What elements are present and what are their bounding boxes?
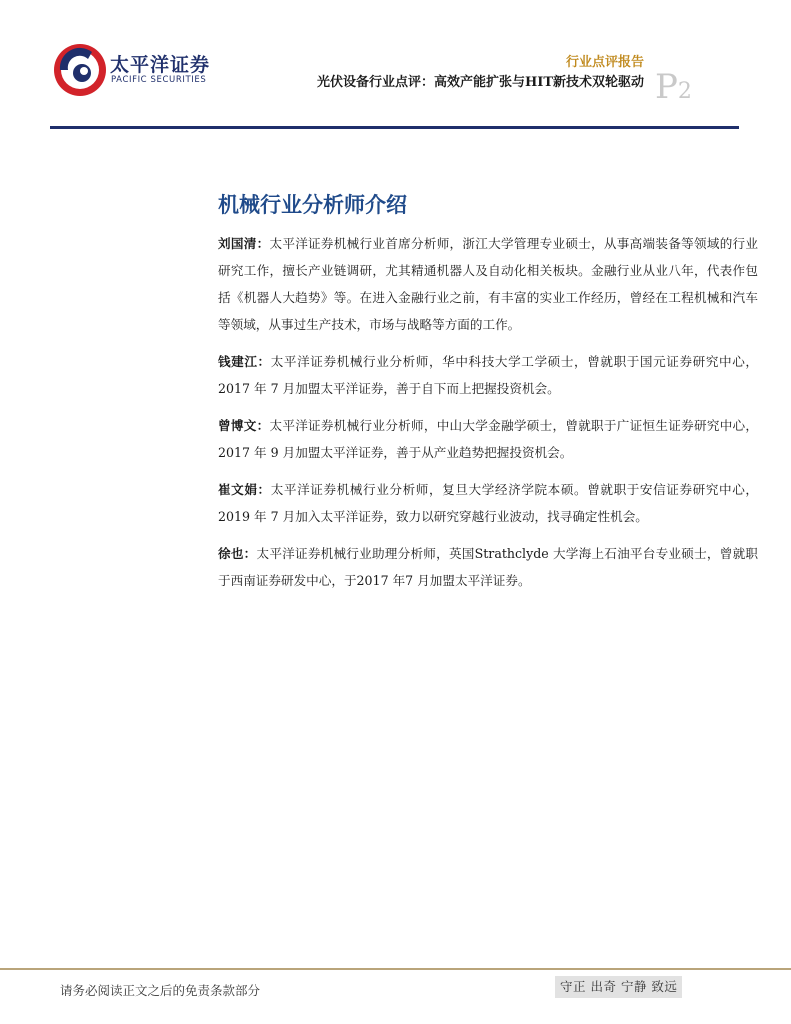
analyst-bio-text: 太平洋证券机械行业助理分析师，英国Strathclyde 大学海上石油平台专业硕士，曾就职于西南证券研发中心，于2017 年7 月加盟太平洋证券。 [218,546,759,588]
report-type-label: 行业点评报告 [565,55,644,70]
company-logo [52,42,222,98]
analyst-name: 崔文娟： [218,482,271,497]
analyst-name: 曾博文： [218,418,270,433]
analyst-bio-text: 太平洋证券机械行业分析师，复旦大学经济学院本硕。曾就职于安信证券研究中心，2019 年 7 月加入太平洋证券，致力以研究穿越行业波动，找寻确定性机会。 [218,482,759,524]
footer-disclaimer: 请务必阅读正文之后的免责条款部分 [60,983,261,998]
logo-name-cn: 太平洋证券 [110,54,211,76]
analyst-name: 徐也： [218,546,257,561]
analyst-bio [218,476,758,530]
analyst-bio [218,230,758,338]
analyst-list [218,230,758,604]
pacific-securities-logo-icon [52,42,108,98]
section-title: 机械行业分析师介绍 [218,192,407,217]
analyst-name: 钱建江： [218,354,271,369]
footer-divider [0,968,791,970]
page-number-prefix: P [655,67,678,107]
analyst-bio-text: 太平洋证券机械行业分析师，华中科技大学工学硕士，曾就职于国元证券研究中心，2017 年 7 月加盟太平洋证券，善于自下而上把握投资机会。 [218,354,759,396]
page-number-value: 2 [677,79,692,104]
analyst-bio [218,540,758,594]
analyst-bio [218,348,758,402]
report-title: 光伏设备行业点评：高效产能扩张与HIT新技术双轮驱动 [316,75,644,90]
analyst-bio-text: 太平洋证券机械行业首席分析师，浙江大学管理专业硕士，从事高端装备等领域的行业研究工作，擅长产业链调研，尤其精通机器人及自动化相关板块。金融行业从业八年，代表作包括《机器人大趋势》等。在进入金融行业之前，有丰富的实业工作经历，曾经在工程机械和汽车等领域，从事过生产技术，市场与战略等方面的工作。 [218,236,759,332]
analyst-name: 刘国清： [218,236,270,251]
analyst-bio-text: 太平洋证券机械行业分析师，中山大学金融学硕士，曾就职于广证恒生证券研究中心，2017 年 9 月加盟太平洋证券，善于从产业趋势把握投资机会。 [218,418,759,460]
logo-name-en: PACIFIC SECURITIES [111,75,207,85]
header-divider [50,126,739,129]
page-number [655,67,692,107]
footer-motto: 守正 出奇 宁静 致远 [555,976,682,998]
analyst-bio [218,412,758,466]
